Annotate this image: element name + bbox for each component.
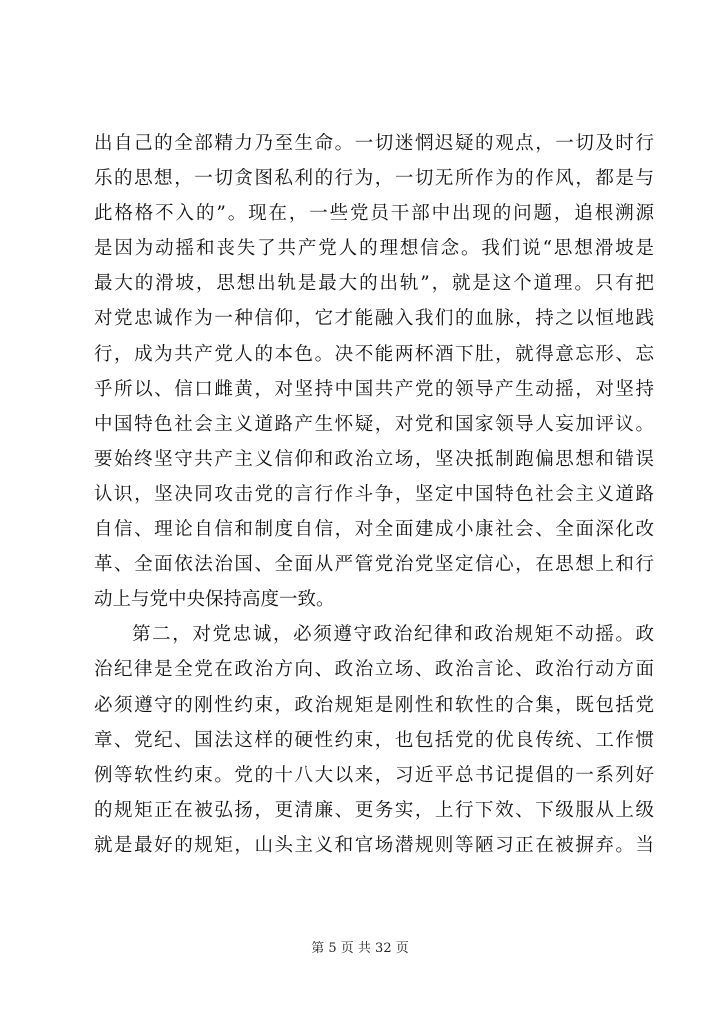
text-line-paragraph-end: 动上与党中央保持高度一致。 [94,589,335,611]
text-line: 自信、理论自信和制度自信，对全面建成小康社会、全面深化改 [94,519,654,541]
text-line: 必须遵守的刚性约束，政治规矩是刚性和软性的合集，既包括党 [94,694,654,716]
text-line: 乎所以、信口雌黄，对坚持中国共产党的领导产生动摇，对坚持 [94,378,654,400]
text-line: 行，成为共产党人的本色。决不能两杯酒下肚，就得意忘形、忘 [94,343,654,365]
text-line: 就是最好的规矩，山头主义和官场潜规则等陋习正在被摒弃。当 [94,834,654,856]
text-line: 章、党纪、国法这样的硬性约束，也包括党的优良传统、工作惯 [94,729,654,751]
page-number-footer: 第 5 页 共 32 页 [311,941,409,956]
text-line: 对党忠诚作为一种信仰，它才能融入我们的血脉，持之以恒地践 [94,308,654,330]
text-line: 最大的滑坡，思想出轨是最大的出轨”，就是这个道理。只有把 [94,273,654,295]
text-line: 认识，坚决同攻击党的言行作斗争，坚定中国特色社会主义道路 [94,483,654,505]
text-line: 例等软性约束。党的十八大以来，习近平总书记提倡的一系列好 [94,764,654,786]
text-line: 中国特色社会主义道路产生怀疑，对党和国家领导人妄加评议。 [94,413,654,435]
text-line: 是因为动摇和丧失了共产党人的理想信念。我们说“思想滑坡是 [94,238,654,260]
text-line: 乐的思想，一切贪图私利的行为，一切无所作为的作风，都是与 [94,168,654,190]
text-line: 的规矩正在被弘扬，更清廉、更务实，上行下效、下级服从上级 [94,799,654,821]
text-line: 要始终坚守共产主义信仰和政治立场，坚决抵制跑偏思想和错误 [94,448,654,470]
text-line: 此格格不入的”。现在，一些党员干部中出现的问题，追根溯源 [94,203,654,225]
text-line-paragraph-start: 第二，对党忠诚，必须遵守政治纪律和政治规矩不动摇。政 [132,624,654,646]
body-text [94,126,654,863]
text-line: 革、全面依法治国、全面从严管党治党坚定信心，在思想上和行 [94,554,654,576]
text-line: 出自己的全部精力乃至生命。一切迷惘迟疑的观点，一切及时行 [94,133,654,154]
text-line: 治纪律是全党在政治方向、政治立场、政治言论、政治行动方面 [94,659,654,681]
